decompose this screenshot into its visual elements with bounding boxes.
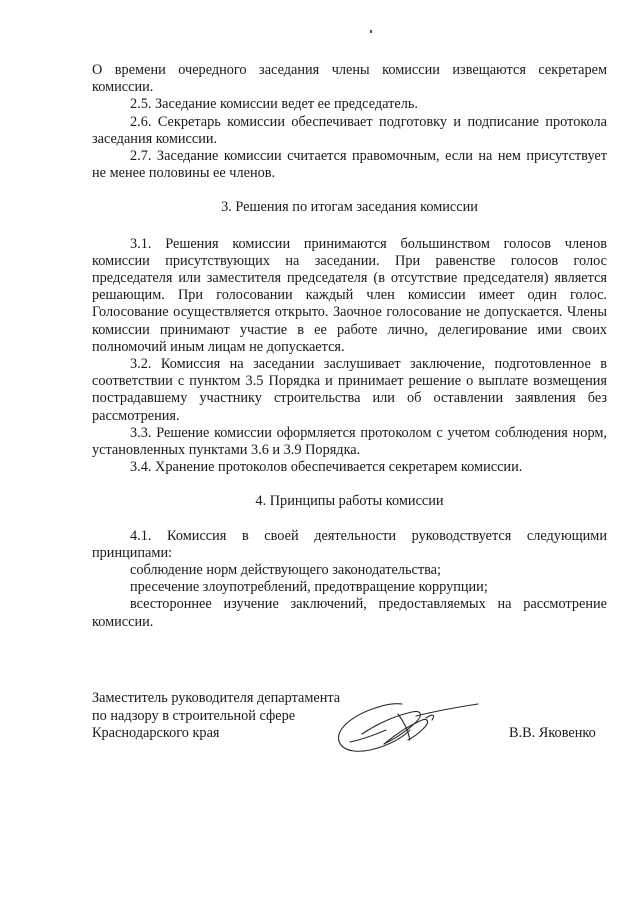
scan-mark — [370, 30, 372, 33]
section-3-heading: 3. Решения по итогам заседания комиссии — [221, 199, 478, 216]
principle-item: всестороннее изучение заключений, предоставляемых на рассмотрение комиссии. — [92, 596, 607, 630]
signer-position-line: Краснодарского края — [92, 725, 220, 741]
paragraph-meeting-notice: О времени очередного заседания члены комиссии извещаются секретарем комиссии. — [92, 62, 607, 96]
signer-position-line: по надзору в строительной сфере — [92, 707, 296, 724]
principle-item: пресечение злоупотреблений, предотвращение коррупции; — [130, 579, 488, 596]
item-4-1: 4.1. Комиссия в своей деятельности руководствуется следующими принципами: — [92, 527, 607, 561]
item-2-5: 2.5. Заседание комиссии ведет ее председатель. — [130, 96, 418, 113]
item-3-1: 3.1. Решения комиссии принимаются большинством голосов членов комиссии присутствующих на заседании. При равенстве голосов голос председателя или заместителя председателя (в отсутствие председателя) является решающим. При голосовании каждый член комиссии имеет один голос. Голосование осуществляется открыто. Заочное голосование не допускается. Члены комиссии принимают участие в ее работе лично, делегирование ими своих полномочий иным лицам не допускается. — [92, 235, 607, 355]
signer-name: В.В. Яковенко — [509, 725, 596, 741]
item-3-4: 3.4. Хранение протоколов обеспечивается секретарем комиссии. — [130, 459, 523, 476]
section-4-heading: 4. Принципы работы комиссии — [255, 493, 444, 510]
signer-position-line: Заместитель руководителя департамента — [92, 690, 341, 706]
principle-item: соблюдение норм действующего законодательства; — [130, 562, 441, 579]
item-3-2: 3.2. Комиссия на заседании заслушивает заключение, подготовленное в соответствии с пунктом 3.5 Порядка и принимает решение о выплате возмещения пострадавшему участнику строительства или об оставлении заявления без рассмотрения. — [92, 356, 607, 424]
item-2-7: 2.7. Заседание комиссии считается правомочным, если на нем присутствует не менее половины ее членов. — [92, 148, 607, 182]
item-3-3: 3.3. Решение комиссии оформляется протоколом с учетом соблюдения норм, установленных пунктами 3.6 и 3.9 Порядка. — [92, 424, 607, 459]
document-body — [92, 62, 607, 631]
item-2-6: 2.6. Секретарь комиссии обеспечивает подготовку и подписание протокола заседания комиссии. — [92, 113, 607, 147]
handwritten-signature-icon — [332, 694, 482, 764]
